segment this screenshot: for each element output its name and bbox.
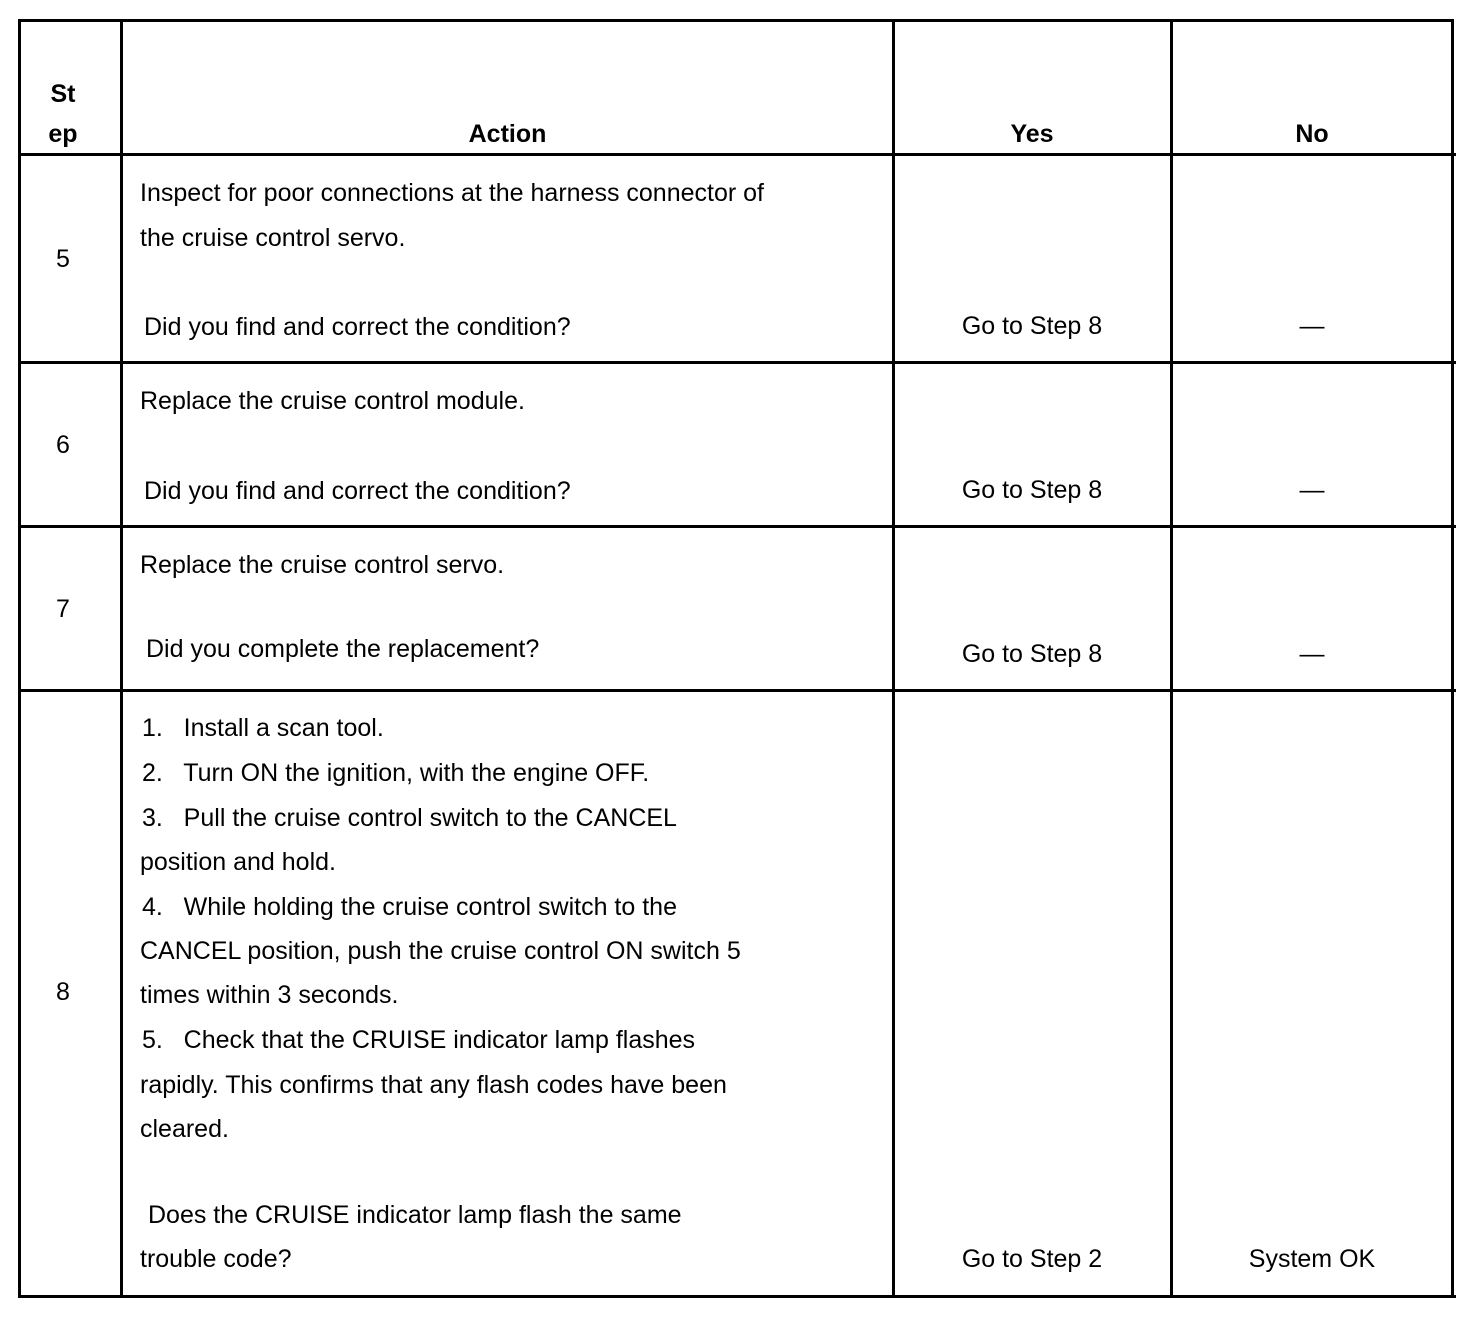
row-divider	[18, 361, 1456, 364]
header-action: Action	[468, 120, 547, 148]
step-number: 7	[56, 595, 70, 623]
step-number: 5	[56, 245, 70, 273]
action-question: Did you find and correct the condition?	[144, 313, 571, 341]
no-result: —	[1299, 640, 1325, 668]
no-result: System OK	[1248, 1245, 1376, 1273]
action-text: Replace the cruise control servo.	[140, 551, 505, 579]
action-text: Replace the cruise control module.	[140, 387, 525, 415]
action-question: Does the CRUISE indicator lamp flash the same	[148, 1201, 682, 1229]
yes-result: Go to Step 2	[961, 1245, 1103, 1273]
action-list-item: 2. Turn ON the ignition, with the engine OFF.	[142, 759, 650, 787]
action-list-continuation: cleared.	[140, 1115, 229, 1143]
yes-result: Go to Step 8	[961, 640, 1103, 668]
action-list-continuation: position and hold.	[140, 848, 336, 876]
yes-result: Go to Step 8	[961, 312, 1103, 340]
action-list-item: 1. Install a scan tool.	[142, 714, 384, 742]
row-divider	[18, 525, 1456, 528]
action-text: Inspect for poor connections at the harness connector of	[140, 179, 764, 207]
action-question: Did you find and correct the condition?	[144, 477, 571, 505]
action-text: the cruise control servo.	[140, 224, 406, 252]
action-list-item: 4. While holding the cruise control switch to the	[142, 893, 677, 921]
action-list-item: 5. Check that the CRUISE indicator lamp flashes	[142, 1026, 696, 1054]
action-list-continuation: CANCEL position, push the cruise control ON switch 5	[140, 937, 741, 965]
action-list-continuation: times within 3 seconds.	[140, 981, 399, 1009]
header-no: No	[1295, 120, 1329, 148]
table-border-bottom	[18, 1295, 1456, 1298]
header-yes: Yes	[1010, 120, 1054, 148]
step-number: 6	[56, 431, 70, 459]
no-result: —	[1299, 312, 1325, 340]
row-divider	[18, 689, 1456, 692]
action-list-item: 3. Pull the cruise control switch to the CANCEL	[142, 804, 677, 832]
action-list-continuation: rapidly. This confirms that any flash codes have been	[140, 1071, 727, 1099]
header-step-line2: ep	[48, 120, 78, 148]
yes-result: Go to Step 8	[961, 476, 1103, 504]
no-result: —	[1299, 476, 1325, 504]
table-border-top	[18, 19, 1454, 22]
table-border-left	[18, 19, 21, 1298]
column-divider	[120, 19, 123, 1298]
step-number: 8	[56, 978, 70, 1006]
action-question: Did you complete the replacement?	[146, 635, 540, 663]
action-question: trouble code?	[140, 1245, 292, 1273]
header-step-line1: St	[50, 80, 76, 108]
